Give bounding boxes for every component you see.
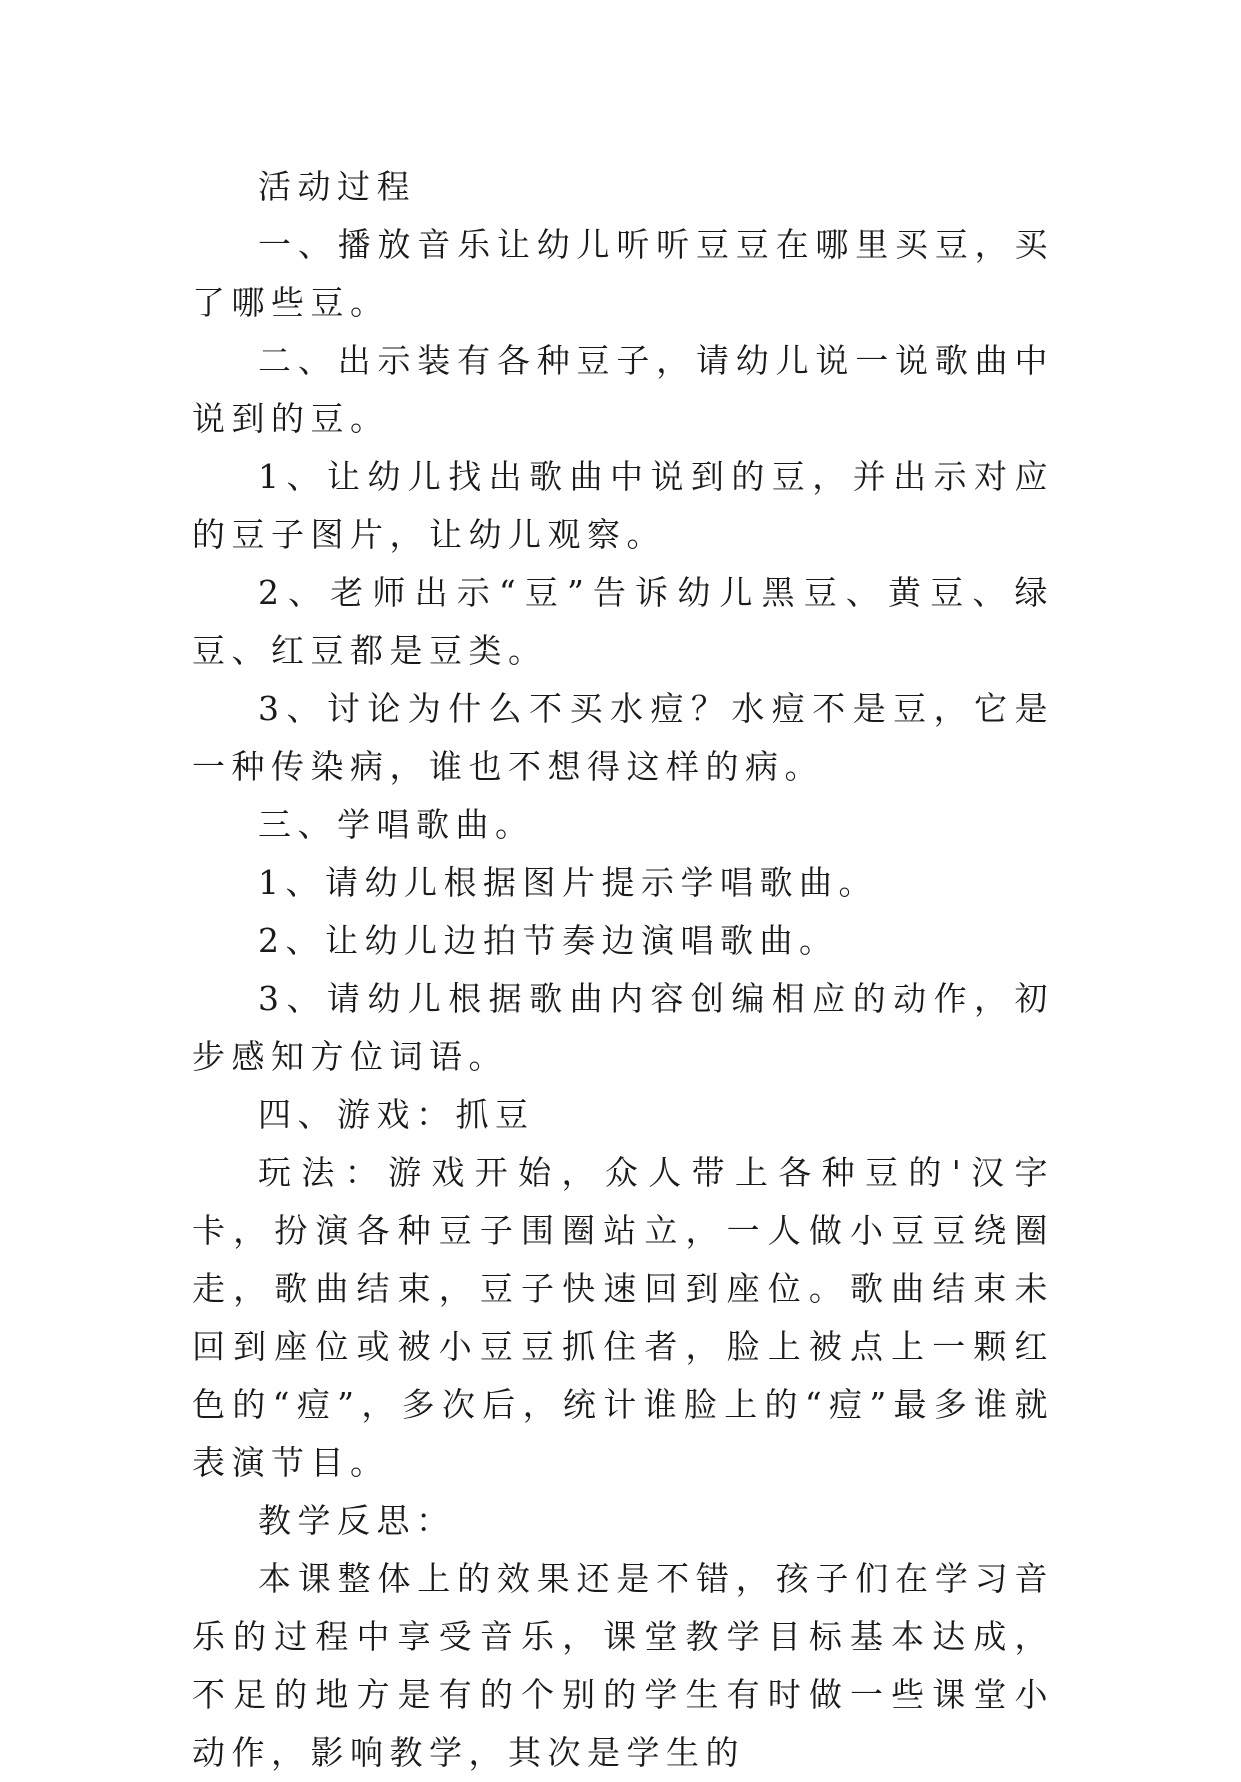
section-heading-teaching-reflection: 教学反思： [258, 1501, 456, 1540]
paragraph-step-3-item-1: 1、请幼儿根据图片提示学唱歌曲。 [258, 863, 878, 902]
paragraph-step-4: 四、游戏：抓豆 [258, 1095, 535, 1134]
paragraph-step-3-item-2: 2、让幼儿边拍节奏边演唱歌曲。 [258, 921, 839, 960]
paragraph-step-3-item-3: 3、请幼儿根据歌曲内容创编相应的动作，初步感知方位词语。 [192, 979, 1054, 1076]
section-heading-activity-process: 活动过程 [258, 167, 416, 206]
paragraph-step-2-item-2: 2、老师出示“豆”告诉幼儿黑豆、黄豆、绿豆、红豆都是豆类。 [192, 573, 1054, 670]
paragraph-step-2: 二、出示装有各种豆子，请幼儿说一说歌曲中说到的豆。 [192, 341, 1054, 438]
paragraph-step-2-item-1: 1、让幼儿找出歌曲中说到的豆，并出示对应的豆子图片，让幼儿观察。 [192, 457, 1054, 554]
paragraph-step-1: 一、播放音乐让幼儿听听豆豆在哪里买豆，买了哪些豆。 [192, 225, 1054, 322]
paragraph-step-2-item-3: 3、讨论为什么不买水痘？水痘不是豆，它是一种传染病，谁也不想得这样的病。 [192, 689, 1054, 786]
paragraph-reflection: 本课整体上的效果还是不错，孩子们在学习音乐的过程中享受音乐，课堂教学目标基本达成，不足的地方是有的个别的学生有时做一些课堂小动作，影响教学，其次是学生的 [192, 1559, 1054, 1772]
paragraph-step-3: 三、学唱歌曲。 [258, 805, 535, 844]
paragraph-game-rules: 玩法：游戏开始，众人带上各种豆的'汉字卡，扮演各种豆子围圈站立，一人做小豆豆绕圈走，歌曲结束，豆子快速回到座位。歌曲结束未回到座位或被小豆豆抓住者，脸上被点上一颗红色的“痘”，多次后，统计谁脸上的“痘”最多谁就表演节目。 [192, 1153, 1054, 1482]
document-body [192, 158, 1054, 1782]
